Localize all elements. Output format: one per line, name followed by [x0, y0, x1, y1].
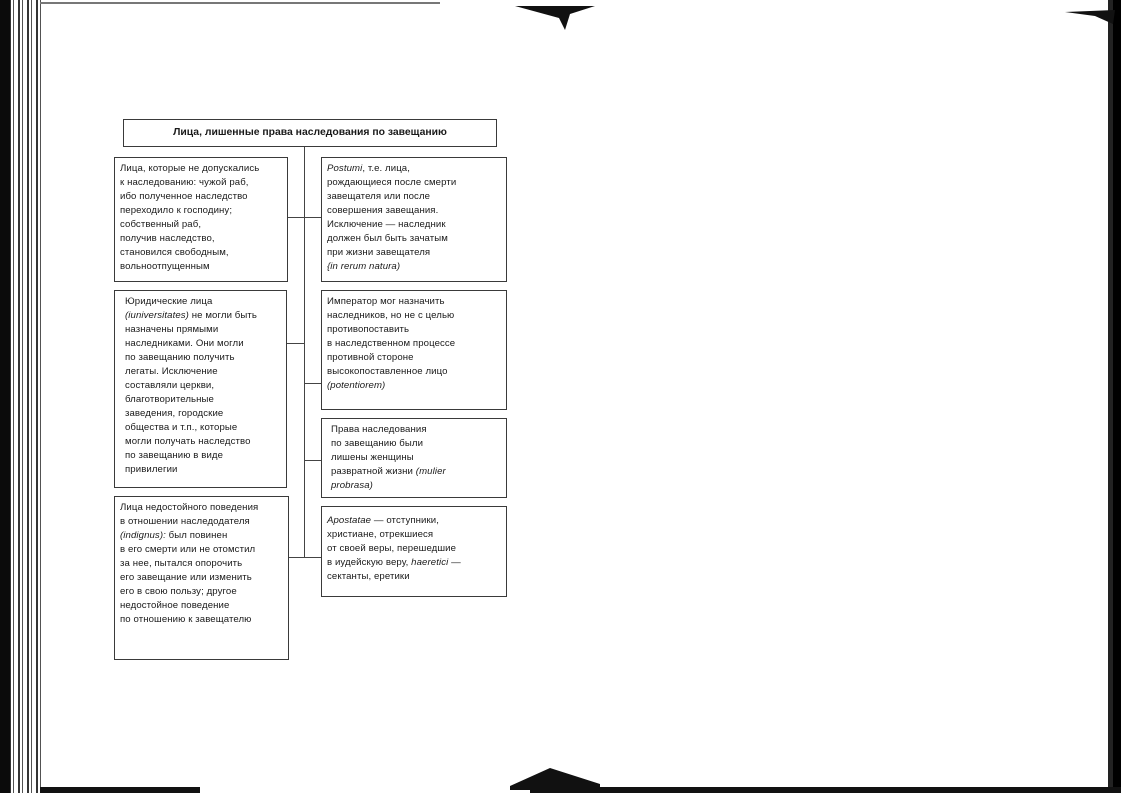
text-segment: сектанты, еретики — [327, 571, 410, 582]
box-text-line — [120, 585, 283, 599]
text-segment: привилегии — [125, 464, 178, 475]
box-text-line — [125, 435, 281, 449]
box-text-line — [331, 423, 501, 437]
box-legal-entities — [114, 290, 287, 488]
box-text-line — [120, 162, 282, 176]
text-segment: лишены женщины — [331, 452, 414, 463]
box-text-line — [327, 309, 501, 323]
box-text-line — [327, 379, 501, 393]
box-text-line — [120, 232, 282, 246]
box-text-line — [125, 323, 281, 337]
box-text-line — [125, 393, 281, 407]
text-segment: по отношению к завещателю — [120, 614, 252, 625]
text-segment: противной стороне — [327, 352, 414, 363]
latin-term: (indignus): — [120, 530, 166, 541]
box-text-line — [120, 260, 282, 274]
box-text-line — [125, 309, 281, 323]
box-text-line — [327, 337, 501, 351]
box-text-line — [125, 337, 281, 351]
box-text-line — [327, 204, 501, 218]
box-text-line — [125, 295, 281, 309]
text-segment: вольноотпущенным — [120, 261, 210, 272]
text-segment: завещателя или после — [327, 191, 431, 202]
box-text-line — [331, 451, 501, 465]
text-segment: по завещанию были — [331, 438, 424, 449]
text-segment: в его смерти или не отомстил — [120, 544, 256, 555]
box-text-line — [120, 543, 283, 557]
box-text-line — [125, 421, 281, 435]
text-segment: назначены прямыми — [125, 324, 219, 335]
text-segment: в иудейскую веру, — [327, 557, 412, 568]
text-segment: по завещанию получить — [125, 352, 235, 363]
latin-term: probrasa) — [331, 480, 373, 491]
text-segment: Юридические лица — [125, 296, 213, 307]
connector-right-4 — [304, 557, 322, 558]
text-segment: должен был быть зачатым — [327, 233, 448, 244]
box-text-line — [125, 351, 281, 365]
box-text-line — [327, 514, 501, 528]
connector-left-3 — [289, 557, 304, 558]
connector-left-1 — [287, 217, 304, 218]
box-text-line — [120, 501, 283, 515]
text-segment: легаты. Исключение — [125, 366, 218, 377]
box-text-line — [331, 479, 501, 493]
box-text-line — [331, 465, 501, 479]
text-segment: получив наследство, — [120, 233, 215, 244]
box-text-line — [120, 515, 283, 529]
connector-left-2 — [287, 343, 304, 344]
box-text-line — [125, 379, 281, 393]
box-text-line — [120, 204, 282, 218]
box-text-line — [327, 218, 501, 232]
box-text-line — [120, 176, 282, 190]
text-segment: к наследованию: чужой раб, — [120, 177, 249, 188]
text-segment: при жизни завещателя — [327, 247, 431, 258]
text-segment: был повинен — [165, 530, 228, 541]
text-segment: противопоставить — [327, 324, 410, 335]
connector-trunk — [304, 147, 305, 558]
text-segment: наследниками. Они могли — [125, 338, 244, 349]
text-segment: в отношении наследодателя — [120, 516, 250, 527]
text-segment: за нее, пытался опорочить — [120, 558, 243, 569]
text-segment: — — [448, 557, 461, 568]
box-text-line — [327, 246, 501, 260]
text-segment: общества и т.п., которые — [125, 422, 238, 433]
text-segment: переходило к господину; — [120, 205, 233, 216]
box-text-line — [327, 365, 501, 379]
box-emperor — [321, 290, 507, 410]
box-text-line — [331, 437, 501, 451]
text-segment: не могли быть — [188, 310, 257, 321]
text-segment: Лица недостойного поведения — [120, 502, 259, 513]
box-text-line — [120, 529, 283, 543]
box-text-line — [327, 260, 501, 274]
box-postumi — [321, 157, 507, 282]
box-text-line — [125, 463, 281, 477]
connector-right-3 — [304, 460, 322, 461]
text-segment: рождающиеся после смерти — [327, 177, 457, 188]
text-segment: высокопоставленное лицо — [327, 366, 448, 377]
box-text-line — [327, 176, 501, 190]
latin-term: {in rerum natura) — [327, 261, 401, 272]
text-segment: его в свою пользу; другое — [120, 586, 237, 597]
text-segment: недостойное поведение — [120, 600, 230, 611]
text-segment: собственный раб, — [120, 219, 202, 230]
latin-term: Apostatae — [327, 515, 372, 526]
text-segment: заведения, городские — [125, 408, 224, 419]
text-segment: христиане, отрекшиеся — [327, 529, 434, 540]
latin-term: (potentiorem) — [327, 380, 386, 391]
latin-term: (mulier — [415, 466, 446, 477]
box-text-line — [120, 613, 283, 627]
box-text-line — [327, 542, 501, 556]
connector-right-1 — [304, 217, 322, 218]
text-segment: в наследственном процессе — [327, 338, 456, 349]
box-text-line — [327, 528, 501, 542]
box-text-line — [327, 232, 501, 246]
text-segment: совершения завещания. — [327, 205, 439, 216]
box-text-line — [327, 162, 501, 176]
box-text-line — [327, 190, 501, 204]
box-text-line — [327, 295, 501, 309]
box-slaves — [114, 157, 288, 282]
text-segment: от своей веры, перешедшие — [327, 543, 457, 554]
diagram-title: Лица, лишенные права наследования по завещанию — [123, 119, 497, 147]
latin-term: haeretici — [411, 557, 449, 568]
latin-term: (iuniversitates) — [125, 310, 189, 321]
box-text-line — [125, 449, 281, 463]
text-segment: по завещанию в виде — [125, 450, 224, 461]
box-text-line — [327, 351, 501, 365]
text-segment: составляли церкви, — [125, 380, 215, 391]
latin-term: Postumi — [327, 163, 363, 174]
text-segment: могли получать наследство — [125, 436, 251, 447]
box-text-line — [125, 365, 281, 379]
box-women — [321, 418, 507, 498]
box-text-line — [120, 599, 283, 613]
box-text-line — [120, 246, 282, 260]
box-text-line — [120, 571, 283, 585]
box-text-line — [125, 407, 281, 421]
text-segment: становился свободным, — [120, 247, 229, 258]
text-segment: Император мог назначить — [327, 296, 445, 307]
connector-right-2 — [304, 383, 322, 384]
text-segment: его завещание или изменить — [120, 572, 252, 583]
text-segment: Права наследования — [331, 424, 427, 435]
box-text-line — [327, 556, 501, 570]
box-text-line — [327, 323, 501, 337]
text-segment: , т.е. лица, — [362, 163, 411, 174]
text-segment: Исключение — наследник — [327, 219, 446, 230]
text-segment: — отступники, — [371, 515, 440, 526]
box-apostates — [321, 506, 507, 597]
text-segment: ибо полученное наследство — [120, 191, 248, 202]
text-segment: благотворительные — [125, 394, 214, 405]
box-text-line — [327, 570, 501, 584]
text-segment: наследников, но не с целью — [327, 310, 455, 321]
text-segment: развратной жизни — [331, 466, 416, 477]
box-text-line — [120, 557, 283, 571]
text-segment: Лица, которые не допускались — [120, 163, 260, 174]
box-unworthy — [114, 496, 289, 660]
box-text-line — [120, 218, 282, 232]
box-text-line — [120, 190, 282, 204]
